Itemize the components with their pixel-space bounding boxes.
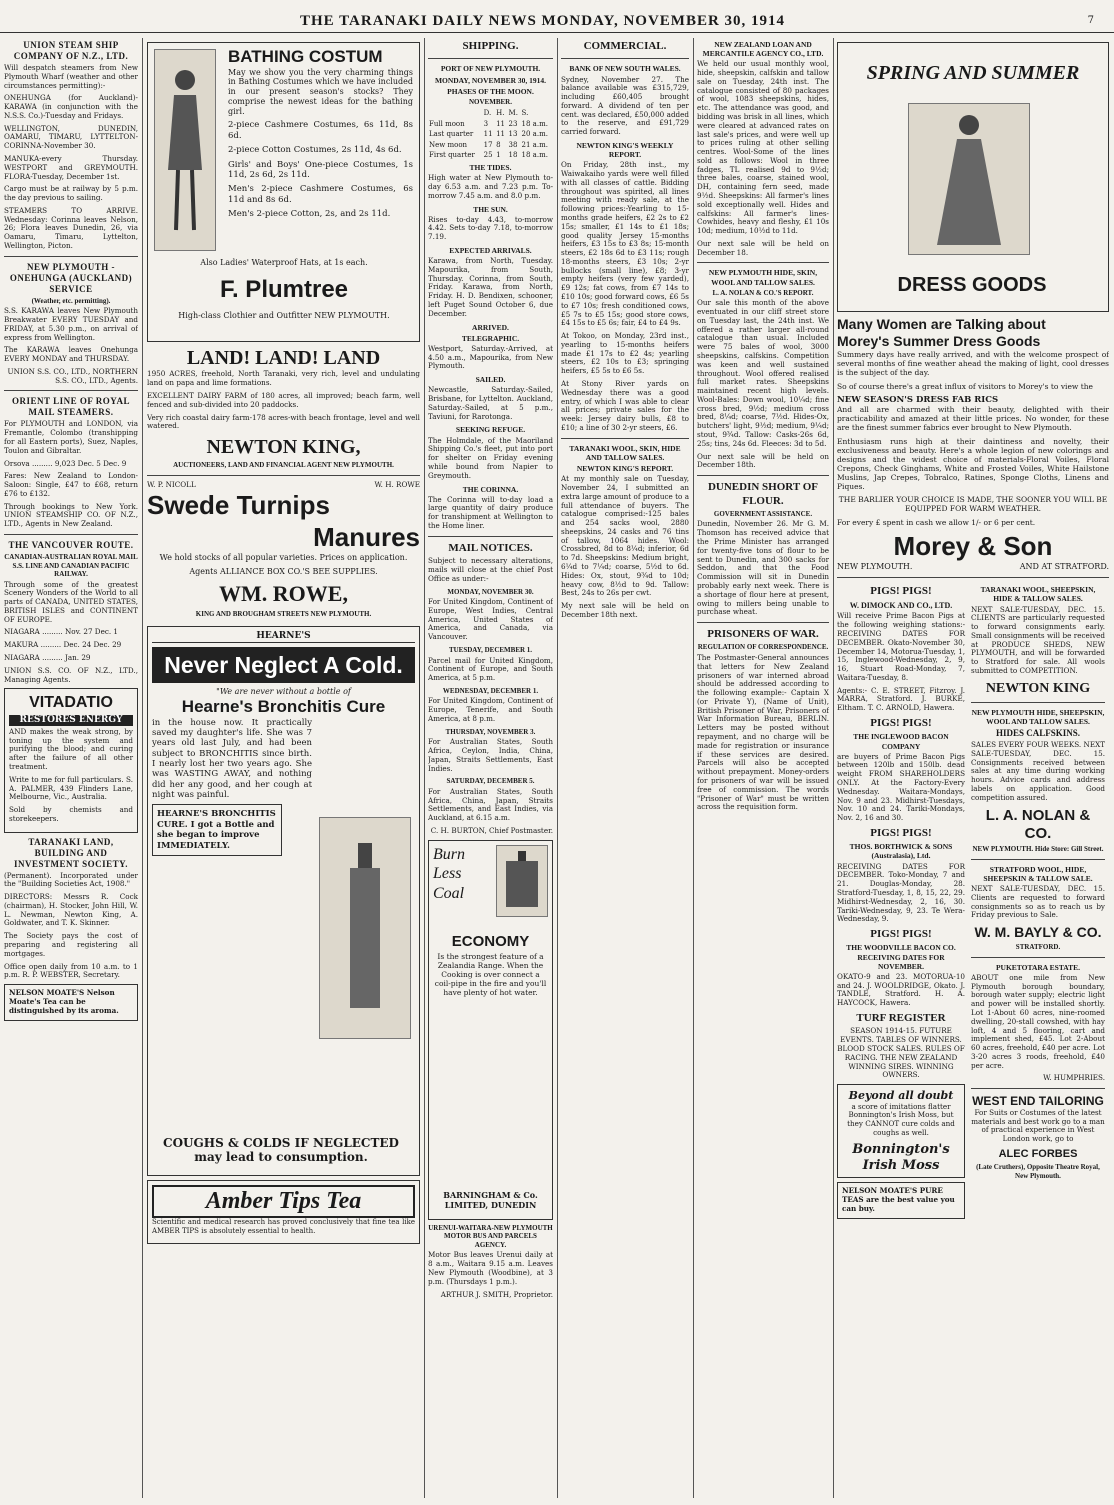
bank-heading: BANK OF NEW SOUTH WALES. — [569, 64, 681, 74]
dress-lady-illustration — [908, 103, 1030, 255]
vitadatio-line: Sold by chemists and storekeepers. — [9, 805, 133, 823]
column-market-reports — [697, 38, 829, 1498]
morey-heading-2: Morey's Summer Dress Goods — [837, 333, 1041, 350]
taranaki-land-line: Office open daily from 10 a.m. to 1 p.m. R. P. WEBSTER, Secretary. — [4, 961, 138, 980]
masthead-title: THE TARANAKI DAILY NEWS MONDAY, NOVEMBER 30, 1914 — [300, 13, 786, 29]
pow-heading: PRISONERS OF WAR. — [707, 628, 819, 641]
tides-text: High water at New Plymouth to-day 6.53 a.m. and 7.23 p.m. To-morrow 7.45 a.m. and 8.0 p.m. — [428, 173, 553, 200]
column-right-ads — [837, 38, 1109, 1498]
pigs-heading: PIGS! PIGS! — [870, 716, 932, 729]
union-heading: UNION STEAM SHIP COMPANY OF N.Z., LTD. — [13, 40, 129, 61]
wm-rowe-sub: KING AND BROUGHAM STREETS NEW PLYMOUTH. — [195, 609, 372, 618]
lan-name: L. A. NOLAN & CO. — [985, 806, 1091, 842]
column-shipping-ads — [4, 38, 138, 1498]
moon-table — [428, 108, 553, 161]
corinna-heading: THE CORINNA. — [462, 484, 519, 494]
vitadatio-line: AND makes the weak strong, by toning up the system and purifying the blood; and curing after the failure of all other treatment. — [9, 726, 133, 771]
mail-day-text: For United Kingdom, Continent of Europe, West Indies, Central America, United States of America, and Canada, via Vancouver. — [428, 597, 553, 642]
newton-king-name-2: NEWTON KING — [985, 680, 1091, 696]
urenui-heading: URENUI-WAITARA-NEW PLYMOUTH MOTOR BUS AND PARCELS AGENCY. — [428, 1223, 553, 1249]
vitadatio-brand: VITADATIO — [29, 694, 113, 712]
nk-report-heading: NEWTON KING'S REPORT. — [576, 464, 674, 474]
nk-report-text: My next sale will be held on December 18th next. — [561, 601, 689, 619]
manures: Manures — [313, 521, 420, 552]
column-rule — [557, 38, 558, 1498]
bank-text: Sydney, November 27. The balance available was £315,729, including £60,405 brought forward. A dividend of ten per cent. was declared, £50,000 added to the reserve, and £91,729 carried forward. — [561, 74, 689, 137]
column-shipping — [428, 38, 553, 1498]
nk-report-text: At my monthly sale on Tuesday, November 24, I submitted an extra large amount of produce to a full attendance of buyers. The catalogue comprised:-125 bales and 254 sacks wool, 2880 sheepskins, 24 casks and 76 tins of tallow, 1064 hides. Wool: Crossbred, 8d to 8¼d; inferior, 6d to 7d. Sheepskins: Medium bright, 6¼d to 7¼d; coarse, 5½d to 6d. Hides: Ox, stout, 9¾d to 10d; heavy cow, 8½d to 9d. Tallow: Best, 24s to 26s per cwt. — [561, 474, 689, 598]
moon-col-header: D. — [483, 109, 492, 118]
nk-weekly-text: At Stony River yards on Wednesday there was a good entry, of which I was able to clear all prices; private sales for the week: Jersey dairy bulls, £8 to £10; a line of 30 2-yr steers, £6. — [561, 379, 689, 432]
borthwick-heading: THOS. BORTHWICK & SONS (Australasia), Ltd. — [849, 842, 953, 861]
onehunga-heading: NEW PLYMOUTH - ONEHUNGA (AUCKLAND) SERVICE — [9, 261, 133, 294]
morey-name: Morey & Son — [893, 530, 1053, 561]
taranaki-land-line: DIRECTORS: Messrs R. Cock (chairman), H. Stocker, John Hill, W. L. Newman, Newton King, A. Goldwater, and T. K. Skinner. — [4, 892, 138, 928]
wool-sales-heading: TARANAKI WOOL, SKIN, HIDE AND TALLOW SALES. — [569, 443, 681, 462]
masthead — [0, 10, 1114, 33]
puke-text: ABOUT one mile from New Plymouth borough boundary, borough water supply; electric light and power will be installed shortly. Lot 1-About 60 acres, nine-roomed dwelling, 20-stall cowshed, with hay loft, 4 and 5 flooring, cart and implement shed, £45. Lot 2-About 60 acres, freehold, £40 per acre. Lot 3-20 acres 3 roods, freehold, £40 per acre. — [971, 972, 1105, 1070]
expected-text: Karawa, from North, Tuesday. Mapourika, from South, Thursday. Corinna, from South, Friday. Karawa, from North, Friday. H. D. Bendixen, schooner, left Puget Sound October 6, due December. — [428, 256, 553, 318]
bathing-figure-icon — [160, 60, 210, 240]
dunedin-text: Dunedin, November 26. Mr G. M. Thomson has received advice that the Prime Minister has arranged for twenty-five tons of flour to be sent to Dunedin, and 300 sacks for Seddon, and that the Food Commission will sit in Dunedin probably early next week. There is a shortage of flour here at present, owing to millers being unable to purchase wheat. — [697, 519, 829, 617]
refuge-heading: SEEKING REFUGE. — [455, 425, 526, 435]
turf-heading: TURF REGISTER — [856, 1012, 946, 1025]
bathing-item: Men's 2-piece Cotton, 2s, and 2s 11d. — [228, 209, 391, 219]
nzlm-text: We held our usual monthly wool, hide, sheepskin, calfskin and tallow sale on Tuesday, 24th inst. The catalogue consisted of 80 packages of wool, 1083 sheepskins, hides, etc. The attendance was good, and bidding was brisk in all lines, which were cleared at advanced rates on last sale's prices, and were well up to prices ruling at other selling centres. Wool-Some of the lines sold as follows: Wool in three fadges, TL realised 9d to 9½d; three bales, coarse, stained wool, DH, containing fern seed, made 9½d. Sheepskins: All farmer's lines sold exceptionally well. Hides and calfskins: All farmer's lines-Cowhides, heavy and fleshy, £1 10s 10d; medium, 10½d to 11d. — [697, 59, 829, 236]
column-rule — [693, 38, 694, 1498]
lnolan-text: Our next sale will be held on December 18th. — [697, 451, 829, 470]
morey-heading-1: Many Women are Talking about — [837, 316, 1046, 332]
moon-row: First quarter 25 1 18 18 a.m. — [429, 151, 548, 160]
pow-sub: REGULATION OF CORRESPONDENCE. — [697, 643, 829, 652]
sun-text: Rises to-day 4.43, to-morrow 4.42. Sets to-day 7.18, to-morrow 7.19. — [428, 214, 553, 242]
alec-sub: (Late Cruthers), Opposite Theatre Royal, New Plymouth. — [976, 1163, 1100, 1180]
column-display-ads — [147, 38, 420, 1498]
expected-heading: EXPECTED ARRIVALS. — [449, 245, 532, 255]
column-commercial — [561, 38, 689, 1498]
orient-line: For PLYMOUTH and LONDON, via Fremantle, Colombo (transhipping for all Eastern ports), Suez, Naples, Toulon and Gibraltar. — [4, 419, 138, 455]
orient-line: Through bookings to New York. UNION STEAMSHIP CO. OF N.Z., LTD., Agents in New Zealand. — [4, 501, 138, 529]
land-line: 1950 ACRES, freehold, North Taranaki, very rich, level and undulating land on papa and lime formations. — [147, 369, 420, 388]
urenui-signature: ARTHUR J. SMITH, Proprietor. — [440, 1289, 553, 1299]
sun-heading: THE SUN. — [473, 204, 508, 214]
hearne-cure-name: Hearne's Bronchitis Cure — [181, 696, 386, 716]
vancouver-heading: THE VANCOUVER ROUTE. — [8, 540, 134, 550]
np-hide-text: SALES EVERY FOUR WEEKS. NEXT SALE-TUESDAY, DEC. 15. Consignments received between sales at any time during working hours. Advice cards and address labels on application. Good competition assured. — [971, 740, 1105, 802]
vancouver-sub: CANADIAN-AUSTRALIAN ROYAL MAIL S.S. LINE AND CANADIAN PACIFIC RAILWAY. — [4, 552, 138, 579]
commercial-heading: COMMERCIAL. — [583, 40, 667, 52]
onehunga-line: The KARAWA leaves Onehunga EVERY MONDAY and THURSDAY. — [4, 345, 138, 364]
column-rule — [142, 38, 143, 1498]
vancouver-line: NIAGARA ......... Jan. 29 — [4, 653, 91, 663]
pigs-heading: PIGS! PIGS! — [870, 585, 932, 598]
vitadatio-line: Write to me for full particulars. S. A. PALMER, 439 Flinders Lane, Melbourne, Vic., Australia. — [9, 774, 133, 802]
hearne-ad — [147, 626, 420, 1176]
partner-name: W. P. NICOLL — [147, 480, 196, 489]
mail-heading: MAIL NOTICES. — [448, 541, 533, 554]
taranaki-land-line: (Permanent). Incorporated under the "Building Societies Act, 1908." — [4, 870, 138, 889]
lnolan-heading: NEW PLYMOUTH HIDE, SKIN, WOOL AND TALLOW SALES. — [708, 268, 818, 287]
tides-heading: THE TIDES. — [469, 163, 512, 173]
land-line: EXCELLENT DAIRY FARM of 180 acres, all improved; beach farm, well fenced and sub-divided into 20 paddocks. — [147, 390, 420, 409]
range-illustration — [496, 845, 548, 917]
wm-rowe-name: WM. ROWE, — [219, 580, 348, 606]
morey-text: Enthusiasm runs high at their daintiness and novelty, their exclusiveness and beauty. Here's a whole legion of new colorings and designs and the widest choice of materials-Floral Voiles, Floral Crepons, Check Ginghams, White and Frosted Voiles, White Hailstone Muslins, Jap Crepes, Tobralco, Ratines, Sponge Cloths, Linens and Piques. — [837, 436, 1109, 492]
union-line: WELLINGTON, DUNEDIN, OAMARU, TIMARU, LYTTELTON- CORINNA-November 30. — [4, 123, 138, 151]
economy-heading: ECONOMY — [451, 933, 530, 951]
hides-calfskins: HIDES CALFSKINS. — [995, 728, 1081, 739]
port-date: MONDAY, NOVEMBER 30, 1914. — [434, 75, 547, 85]
pigs-subcolumn — [837, 583, 965, 1222]
nelson-moate-ad: NELSON MOATE'S Nelson Moate's Tea can be distinguished by its aroma. — [4, 984, 138, 1020]
plumtree-name: F. Plumtree — [219, 276, 349, 303]
hearne-coughs: COUGHS & COLDS IF NEGLECTED may lead to consumption. — [163, 1135, 399, 1165]
newton-king-name: NEWTON KING, — [206, 436, 361, 459]
bayly-name: W. M. BAYLY & CO. — [974, 924, 1102, 941]
bathing-item: Girls' and Boys' One-piece Costumes, 1s 11d, 2s 6d, 2s 11d. — [228, 159, 413, 180]
rowe-stock: We hold stocks of all popular varieties. Prices on application. — [159, 553, 408, 563]
partner-name: W. H. ROWE — [374, 480, 420, 489]
vitadatio-ad — [4, 688, 138, 832]
hearne-text: in the house now. It practically saved my daughter's life. She was 7 years old last July, and had been subject to BRONCHITIS since birth. I nearly lost her two years ago. She was WASTING AWAY, and nothing did her any good, and her cough at night was painful. — [152, 717, 312, 801]
burn-less-coal: Burn Less Coal — [433, 845, 465, 902]
pigs-heading: PIGS! PIGS! — [870, 928, 932, 941]
turf-text: SEASON 1914-15. FUTURE EVENTS. TABLES OF WINNERS. BLOOD STOCK SALES. RULES OF RACING. THE NEW ZEALAND WINNING SIRES. WINNING OWNERS. — [837, 1026, 965, 1080]
vancouver-line: Through some of the greatest Scenery Wonders of the World to all parts of CANADA, UNITED STATES, BRITISH ISLES and CONTINENT OF EUROPE. — [4, 579, 138, 624]
mail-day: WEDNESDAY, DECEMBER 1. — [442, 686, 539, 695]
np-hide-heading: NEW PLYMOUTH HIDE, SHEEPSKIN, WOOL AND TALLOW SALES. — [971, 707, 1105, 726]
lnolan-text: Our sale this month of the above eventuated in our cliff street store on Tuesday last, the 24th inst. We offered a rather larger all-round catalogue than usual. Included were 75 bales of wool, 3000 sheepskins, calfskins. Competition was keen and well sustained throughout. Wool offered realised full market rates. Sheepskins maintained recent high levels. Wool-Bales: Down wool, 10¼d; fine cross bred, 9½d; medium cross bred, 8¼d; coarse, 7½d. Hides-Ox, butchers' light, 9½d; medium, 9¼d; stout, 9¾d. Tallow: Casks-26s 6d, 25s; tins, 24s 6d. Fleeces: 3d to 5d. — [697, 298, 829, 448]
govt-heading: GOVERNMENT ASSISTANCE. — [713, 509, 813, 518]
orient-line: Orsova ......... 9,023 Dec. 5 Dec. 9 — [4, 458, 127, 468]
mail-day: MONDAY, NOVEMBER 30. — [447, 587, 534, 596]
bathing-item: 2-piece Cotton Costumes, 2s 11d, 4s 6d. — [228, 145, 402, 156]
orient-heading: ORIENT LINE OF ROYAL MAIL STEAMERS. — [12, 396, 130, 418]
lan-sub: NEW PLYMOUTH. Hide Store: Gill Street. — [972, 845, 1104, 854]
morey-text: And all are charmed with their beauty, delighted with their practicability and amazed at their little prices. No wonder, for these are the finest summer fabrics ever brought to New Plymouth. — [837, 405, 1109, 433]
vancouver-line: MAKURA ......... Dec. 24 Dec. 29 — [4, 640, 122, 650]
bathing-girl-illustration — [154, 49, 216, 251]
inglewood-text: are buyers of Prime Bacon Pigs between 120lb and 150lb. dead weight FROM SHAREHOLDERS ONLY. At the Factory-Every Wednesday. Waitara-Mondays, Nov. 9 and 23. Midhirst-Tuesdays, Nov. 10 and 24. Tariki-Mondays, Nov. 2, 16 and 30. — [837, 751, 965, 823]
morey-text: Summery days have really arrived, and with the welcome prospect of several months of fine weather ahead the making of light, cool dresses is the subject of the day. — [837, 350, 1109, 378]
morey-place: AND AT STRATFORD. — [1019, 562, 1109, 572]
swede-turnips: Swede Turnips — [147, 489, 330, 520]
land-line: Very rich coastal dairy farm-178 acres-with beach frontage, level and well watered. — [147, 412, 420, 431]
moon-heading: PHASES OF THE MOON. — [447, 86, 534, 96]
mail-signature: C. H. BURTON, Chief Postmaster. — [430, 826, 553, 836]
nk-weekly-text: At Tokoo, on Monday, 23rd inst., yearling to 15-months heifers made £1 17s to £2 4s; yearling steers, £2 10s to £3; springing heifers, £5 5s to £6 5s. — [561, 331, 689, 376]
vitadatio-banner: RESTORES ENERGY — [9, 715, 133, 726]
moon-row: Full moon 3 11 23 18 a.m. — [429, 119, 548, 128]
dress-figure-icon — [929, 109, 1009, 249]
mail-day-text: For Australian States, South Africa, China, Japan, Straits Settlements, and East Indies, via Auckland, at 6.15 a.m. — [428, 786, 553, 823]
bathing-item: Men's 2-piece Cashmere Costumes, 6s 11d and 8s 6d. — [228, 184, 413, 205]
pigs-heading: PIGS! PIGS! — [870, 826, 932, 839]
dimock-heading: W. DIMOCK AND CO., LTD. — [849, 600, 953, 610]
amber-tips-ad — [147, 1180, 420, 1244]
nzlm-heading: NEW ZEALAND LOAN AND MERCANTILE AGENCY CO., LTD. — [702, 40, 824, 59]
inglewood-heading: THE INGLEWOOD BACON COMPANY — [853, 732, 949, 751]
hearne-brand: HEARNE'S — [152, 631, 415, 643]
plumtree-sub: High-class Clothier and Outfitter NEW PLYMOUTH. — [178, 311, 390, 320]
telegraphic-heading: TELEGRAPHIC. — [461, 333, 520, 343]
union-line: MANUKA-every Thursday. WESTPORT and GREYMOUTH. FLORA-Tuesday, December 1st. — [4, 153, 138, 181]
union-line: Will despatch steamers from New Plymouth Wharf (weather and other circumstances permitting):- — [4, 62, 138, 90]
mail-day-text: For Australian States, South Africa, Ceylon, India, China, Japan, Straits Settlements, East Indies. — [428, 737, 553, 773]
column-rule — [833, 38, 834, 1498]
mail-day-text: For United Kingdom, Continent of Europe, Tenerife, and South America, at 8 p.m. — [428, 696, 553, 723]
page-number: 7 — [1087, 15, 1094, 26]
bathing-intro: May we show you the very charming things in Bathing Costumes which we have included in our present season's stocks? They comprise the newest ideas for the bathing girl. — [228, 67, 413, 116]
moon-month: NOVEMBER. — [469, 97, 512, 106]
woodville-text: OKATO-9 and 23. MOTORUA-10 and 24. J. WOOLDRIDGE, Okato. J. TANDLE, Stratford. H. A. HAYCOCK, Hawera. — [837, 971, 965, 1008]
bonnington-ad — [837, 1084, 965, 1178]
taranaki-land-heading: TARANAKI LAND, BUILDING AND INVESTMENT SOCIETY. — [13, 836, 129, 869]
tara-wool-heading: TARANAKI WOOL, SHEEPSKIN, HIDE & TALLOW SALES. — [980, 585, 1096, 604]
bathing-heading: BATHING COSTUM — [228, 47, 383, 66]
urenui-text: Motor Bus leaves Urenui daily at 8 a.m., Waitara 9.15 a.m. Leaves New Plymouth (Woodbine), at 3 p.m. (Thursdays 1 p.m.). — [428, 1250, 553, 1286]
woodville-heading: THE WOODVILLE BACON CO. RECEIVING DATES FOR NOVEMBER. — [846, 943, 956, 971]
nzlm-text: Our next sale will be held on December 18. — [697, 238, 829, 257]
medicine-bottle-icon — [330, 828, 400, 1028]
bayly-sub: STRATFORD. — [1015, 943, 1061, 952]
mail-day-text: Parcel mail for United Kingdom, Continent of Europe, and South America, at 5 p.m. — [428, 655, 553, 683]
hearne-box: HEARNE'S BRONCHITIS CURE. I got a Bottle and she began to improve IMMEDIATELY. — [152, 804, 282, 855]
economy-maker: BARNINGHAM & Co. LIMITED, DUNEDIN — [443, 1190, 538, 1211]
moon-col-header: H. — [496, 109, 505, 118]
refuge-text: The Holmdale, of the Maoriland Shipping Co.'s fleet, put into port for shelter on Friday evening while bound from Napier to Greymouth. — [428, 435, 553, 480]
spring-summer-brand: SPRING AND SUMMER — [866, 62, 1080, 84]
morey-caps2: THE BARLIER YOUR CHOICE IS MADE, THE SOONER YOU WILL BE EQUIPPED FOR WARM WEATHER. — [838, 495, 1108, 514]
shipping-heading: SHIPPING. — [462, 40, 519, 52]
amber-tips-sub: Scientific and medical research has proved conclusively that fine tea like AMBER TIPS is absolutely essential to health. — [152, 1218, 415, 1235]
bathing-item: 2-piece Cashmere Costumes, 6s 11d, 8s 6d. — [228, 120, 413, 141]
orient-line: Fares: New Zealand to London-Saloon: Single, £47 to £68, return £76 to £132. — [4, 471, 138, 498]
bonnington-heading: Beyond all doubt — [848, 1089, 954, 1103]
arrived-heading: ARRIVED. — [472, 322, 509, 332]
port-heading: PORT OF NEW PLYMOUTH. — [440, 64, 541, 74]
nk-weekly-heading: NEWTON KING'S WEEKLY REPORT. — [576, 141, 674, 160]
union-line: ONEHUNGA (for Auckland)- KARAWA (in conjunction with the N.S.S. Co.)-Tuesday and Fridays. — [4, 93, 138, 120]
mail-day: THURSDAY, NOVEMBER 3. — [445, 727, 536, 736]
union-line: Cargo must be at railway by 5 p.m. the day previous to sailing. — [4, 184, 138, 203]
mail-day: TUESDAY, DECEMBER 1. — [448, 645, 533, 654]
zealandia-range-ad — [428, 840, 553, 1220]
union-signature: UNION S.S. CO., LTD., NORTHERN S.S. CO., LTD., Agents. — [7, 366, 138, 385]
pow-text: The Postmaster-General announces that letters for New Zealand prisoners of war interned abroad should be addressed according to the following example:- Captain X (or Private Y), (Name of Unit), British Prisoner of War, Prisoners of War Information Bureau, BERLIN. Letters may be posted without repayment, and no charge will be made for registration or insurance if these services are desired. Parcels will also be accepted without prepayment. Money-orders for prisoners of war will be issued free of commission. The words "Prisoner of War" must be written across the requisition form. — [697, 653, 829, 812]
puke-signature: W. HUMPHRIES. — [1043, 1073, 1105, 1083]
dimock-agents: Agents:- C. E. STREET, Fitzroy. J. MARRA, Stratford. J. BURKE, Eltham. T. C. ARNOLD, Hawera. — [837, 685, 965, 713]
bonnington-name: Bonnington's Irish Moss — [852, 1141, 950, 1173]
alec-forbes: ALEC FORBES — [998, 1147, 1078, 1160]
morey-text: For every £ spent in cash we allow 1/- or 6 per cent. — [837, 517, 1036, 527]
newton-king-sub: AUCTIONEERS, LAND AND FINANCIAL AGENT NEW PLYMOUTH. — [173, 461, 394, 470]
column-rule — [424, 38, 425, 1498]
dimock-text: Will receive Prime Bacon Pigs at the following weighing stations:- RECEIVING DATES FOR DECEMBER. Okato-November 30, December 14, Motorua-Tuesday, 1, 15, Inglewood-Wednesday, 2, 9, 16, Stuart Road-Monday, 7, Waitara-Tuesday, 8. — [837, 611, 965, 682]
strat-text: NEXT SALE-TUESDAY, DEC. 15. Clients are requested to forward consignments so as to reach us by Friday previous to Sale. — [971, 883, 1105, 920]
vancouver-line: UNION S.S. CO. OF N.Z., LTD., Managing Agents. — [4, 665, 138, 684]
dress-goods: DRESS GOODS — [897, 273, 1047, 296]
morey-place: NEW PLYMOUTH. — [837, 562, 913, 572]
moon-col-header: M. — [508, 109, 518, 118]
morey-dress-ad — [837, 42, 1109, 312]
morey-text: So of course there's a great influx of visitors to Morey's to view the — [837, 381, 1093, 391]
morey-caps: NEW SEASON'S DRESS FAB RICS — [837, 394, 999, 405]
bathing-costume-ad — [147, 42, 420, 342]
borthwick-text: RECEIVING DATES FOR DECEMBER. Toko-Monday, 7 and 21. Douglas-Monday, 28. Stratford-Tuesday, 1, 8, 15, 22, 29. Midhirst-Wednesday, 2, 16, 30. Tariki-Wednesday, 9, 23. Te Wera-Wednesday, 9. — [837, 861, 965, 924]
dunedin-heading: DUNEDIN SHORT OF FLOUR. — [707, 481, 819, 507]
sailed-heading: SAILED. — [475, 375, 506, 385]
moon-col-header: S. — [521, 109, 529, 118]
taranaki-land-line: The Society pays the cost of preparing and registering all mortgages. — [4, 931, 138, 958]
westend-text: For Suits or Costumes of the latest materials and best work go to a man of practical experience in West London work, go to — [971, 1107, 1105, 1144]
vancouver-line: NIAGARA ......... Nov. 27 Dec. 1 — [4, 627, 118, 637]
nk-weekly-text: On Friday, 28th inst., my Waiwakaiho yards were well filled with all classes of cattle. Bidding throughout was spirited, all lines meeting with ready sale, at the following prices:-Yearling to 15-months grade heifers, £2 2s to £2 15s; smaller, £1 14s to £1 18s; good quality Jersey 15-months heifers, £3 15s to £3 8s; 15-month steers, £2 18s 6d to £3 11s; rough 18-months steers, £3 10s; 2-yr bullocks (small line), £8; 3-yr empty heifers (very few yarded), £9 12s; fat cows, from £7 14s to £10 10s; good forward cows, £6 5s to £7 10s; fresh conditioned cows, £5 7s to £5 15s; good store cows, £4 15s to £5 6s; fair, £4 to £4 9s. — [561, 160, 689, 328]
nelson-moate-pure-ad: NELSON MOATE'S PURE TEAS are the best value you can buy. — [837, 1182, 965, 1218]
moon-row: New moon 17 8 38 21 a.m. — [429, 140, 548, 149]
union-line: STEAMERS TO ARRIVE. Wednesday: Corinna leaves Nelson, 26; Flora leaves Dunedin, 26, via Oamaru, Timaru, Lyttelton, Wellington, Picton. — [4, 205, 138, 250]
corinna-text: The Corinna will to-day load a large quantity of dairy produce for transhipment at Wellington to the Home liner. — [428, 494, 553, 531]
moon-row: Last quarter 11 11 13 20 a.m. — [429, 130, 548, 139]
stove-icon — [502, 851, 542, 911]
hearne-illustration — [319, 817, 411, 1039]
mail-day: SATURDAY, DECEMBER 5. — [446, 777, 535, 786]
westend-heading: WEST END TAILORING — [972, 1094, 1104, 1109]
rowe-agents: Agents ALLIANCE BOX CO.'S BEE SUPPLIES. — [189, 566, 378, 576]
land-heading: LAND! LAND! LAND — [186, 347, 381, 369]
mail-intro: Subject to necessary alterations, mails will close at the chief Post Office as under:- — [428, 556, 553, 583]
bathing-hats: Also Ladies' Waterproof Hats, at 1s each. — [200, 258, 368, 267]
economy-text: Is the strongest feature of a Zealandia Range. When the Cooking is over connect a coil-pipe in the fire and you'll have plenty of hot water. — [434, 951, 547, 998]
telegraphic-text: Westport, Saturday.-Arrived, at 4.50 a.m., Mapourika, from New Plymouth. — [428, 343, 553, 371]
sales-subcolumn — [971, 583, 1105, 1222]
onehunga-line: S.S. KARAWA leaves New Plymouth Breakwater EVERY TUESDAY and FRIDAY, at 5.30 p.m., on arrival of express from Wellington. — [4, 306, 138, 342]
puke-heading: PUKETOTARA ESTATE. — [995, 962, 1081, 972]
hearne-intro: "We are never without a bottle of — [216, 687, 351, 697]
sailed-text: Newcastle, Saturday.-Sailed, Brisbane, for Lyttelton. Auckland, Saturday.-Sailed, at 5 p.m., Taviuni, for Rarotonga. — [428, 385, 553, 421]
amber-tips-name: Amber Tips Tea — [152, 1185, 415, 1218]
strat-heading: STRATFORD WOOL, HIDE, SHEEPSKIN & TALLOW SALE. — [983, 864, 1093, 883]
hearne-heading: Never Neglect A Cold. — [164, 652, 403, 679]
bonnington-text: a score of imitations flatter Bonnington's Irish Moss, but they CANNOT cure colds and coughs as well. — [847, 1101, 955, 1137]
lnolan-sub: L. A. NOLAN & CO.'S REPORT. — [712, 288, 814, 297]
onehunga-sub: (Weather, etc. permitting). — [31, 296, 111, 305]
tara-wool-text: NEXT SALE-TUESDAY, DEC. 15. CLIENTS are particularly requested to forward consignments early. Small consignments will be received at PRODUCE SHEDS, NEW PLYMOUTH, and will be forwarded to Stratford for sale. All wools submitted to COMPETITION. — [971, 604, 1105, 675]
